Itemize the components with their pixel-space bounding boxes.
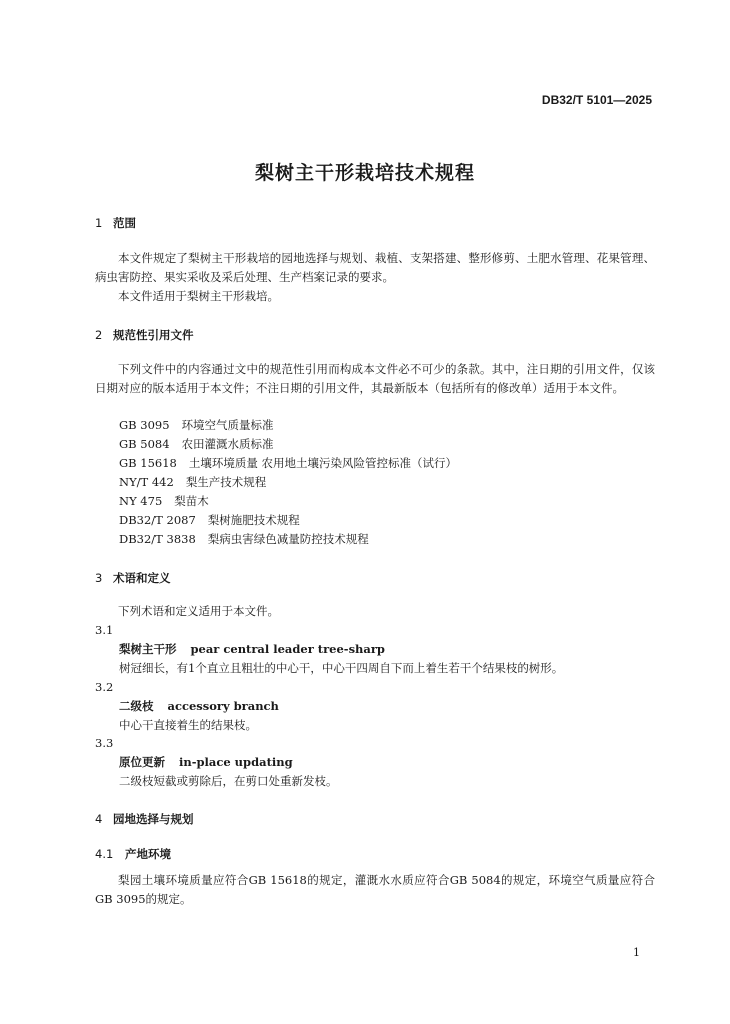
- section-2-heading: [95, 327, 194, 343]
- subsection-4-1-paragraph-1: 梨园土壤环境质量应符合GB 15618的规定，灌溉水水质应符合GB 5084的规定，环境空气质量应符合GB 3095的规定。: [95, 873, 655, 906]
- section-title: 术语和定义: [113, 571, 171, 585]
- term-english: in-place updating: [179, 755, 293, 769]
- term-entry: [119, 698, 279, 714]
- term-entry: [119, 641, 385, 657]
- section-2-paragraph-1: 下列文件中的内容通过文中的规范性引用而构成本文件必不可少的条款。其中，注日期的引用文件，仅该日期对应的版本适用于本文件；不注日期的引用文件，其最新版本（包括所有的修改单）适用于本文件。: [95, 362, 655, 395]
- section-number: 3: [95, 571, 103, 585]
- reference-code: NY 475: [119, 494, 163, 508]
- section-4-heading: [95, 811, 194, 827]
- reference-title: 土壤环境质量 农用地土壤污染风险管控标准（试行）: [188, 456, 458, 470]
- reference-code: GB 15618: [119, 456, 177, 470]
- reference-item: [119, 474, 266, 490]
- page-number: 1: [633, 946, 640, 959]
- term-chinese: 梨树主干形: [119, 642, 177, 656]
- section-1-heading: [95, 215, 136, 231]
- reference-title: 农田灌溉水质标准: [181, 437, 274, 451]
- term-definition: 二级枝短截或剪除后，在剪口处重新发枝。: [119, 774, 338, 788]
- term-number: 3.2: [95, 680, 114, 694]
- section-1-paragraph-1: 本文件规定了梨树主干形栽培的园地选择与规划、栽植、支架搭建、整形修剪、土肥水管理、花果管理、病虫害防控、果实采收及采后处理、生产档案记录的要求。: [95, 251, 655, 284]
- reference-title: 梨病虫害绿色减量防控技术规程: [207, 532, 369, 546]
- term-entry: [119, 754, 293, 770]
- reference-item: [119, 455, 457, 471]
- section-title: 范围: [113, 216, 136, 230]
- section-3-heading: [95, 570, 171, 586]
- term-english: pear central leader tree-sharp: [190, 642, 385, 656]
- reference-item: [119, 512, 300, 528]
- reference-title: 梨生产技术规程: [185, 475, 267, 489]
- term-english: accessory branch: [167, 699, 279, 713]
- section-number: 2: [95, 328, 103, 342]
- reference-title: 环境空气质量标准: [181, 418, 274, 432]
- reference-code: DB32/T 3838: [119, 532, 196, 546]
- section-title: 园地选择与规划: [113, 812, 194, 826]
- term-number: 3.1: [95, 623, 114, 637]
- section-number: 1: [95, 216, 103, 230]
- reference-code: NY/T 442: [119, 475, 174, 489]
- reference-item: [119, 417, 274, 433]
- reference-code: DB32/T 2087: [119, 513, 196, 527]
- term-number: 3.3: [95, 736, 114, 750]
- reference-title: 梨树施肥技术规程: [207, 513, 300, 527]
- term-definition: 中心干直接着生的结果枝。: [119, 718, 257, 732]
- reference-item: [119, 531, 369, 547]
- section-1-paragraph-2: 本文件适用于梨树主干形栽培。: [118, 289, 279, 303]
- reference-title: 梨苗木: [174, 494, 209, 508]
- standard-code: DB32/T 5101—2025: [541, 93, 652, 107]
- document-title: 梨树主干形栽培技术规程: [254, 162, 475, 184]
- subsection-number: 4.1: [95, 847, 114, 861]
- subsection-title: 产地环境: [125, 847, 171, 861]
- reference-code: GB 5084: [119, 437, 170, 451]
- term-chinese: 原位更新: [119, 755, 165, 769]
- section-title: 规范性引用文件: [113, 328, 194, 342]
- reference-item: [119, 493, 209, 509]
- reference-item: [119, 436, 274, 452]
- reference-code: GB 3095: [119, 418, 170, 432]
- section-3-paragraph-1: 下列术语和定义适用于本文件。: [118, 604, 279, 618]
- term-chinese: 二级枝: [119, 699, 154, 713]
- term-definition: 树冠细长，有1个直立且粗壮的中心干，中心干四周自下而上着生若干个结果枝的树形。: [119, 661, 564, 675]
- section-number: 4: [95, 812, 103, 826]
- subsection-4-1-heading: [95, 846, 171, 862]
